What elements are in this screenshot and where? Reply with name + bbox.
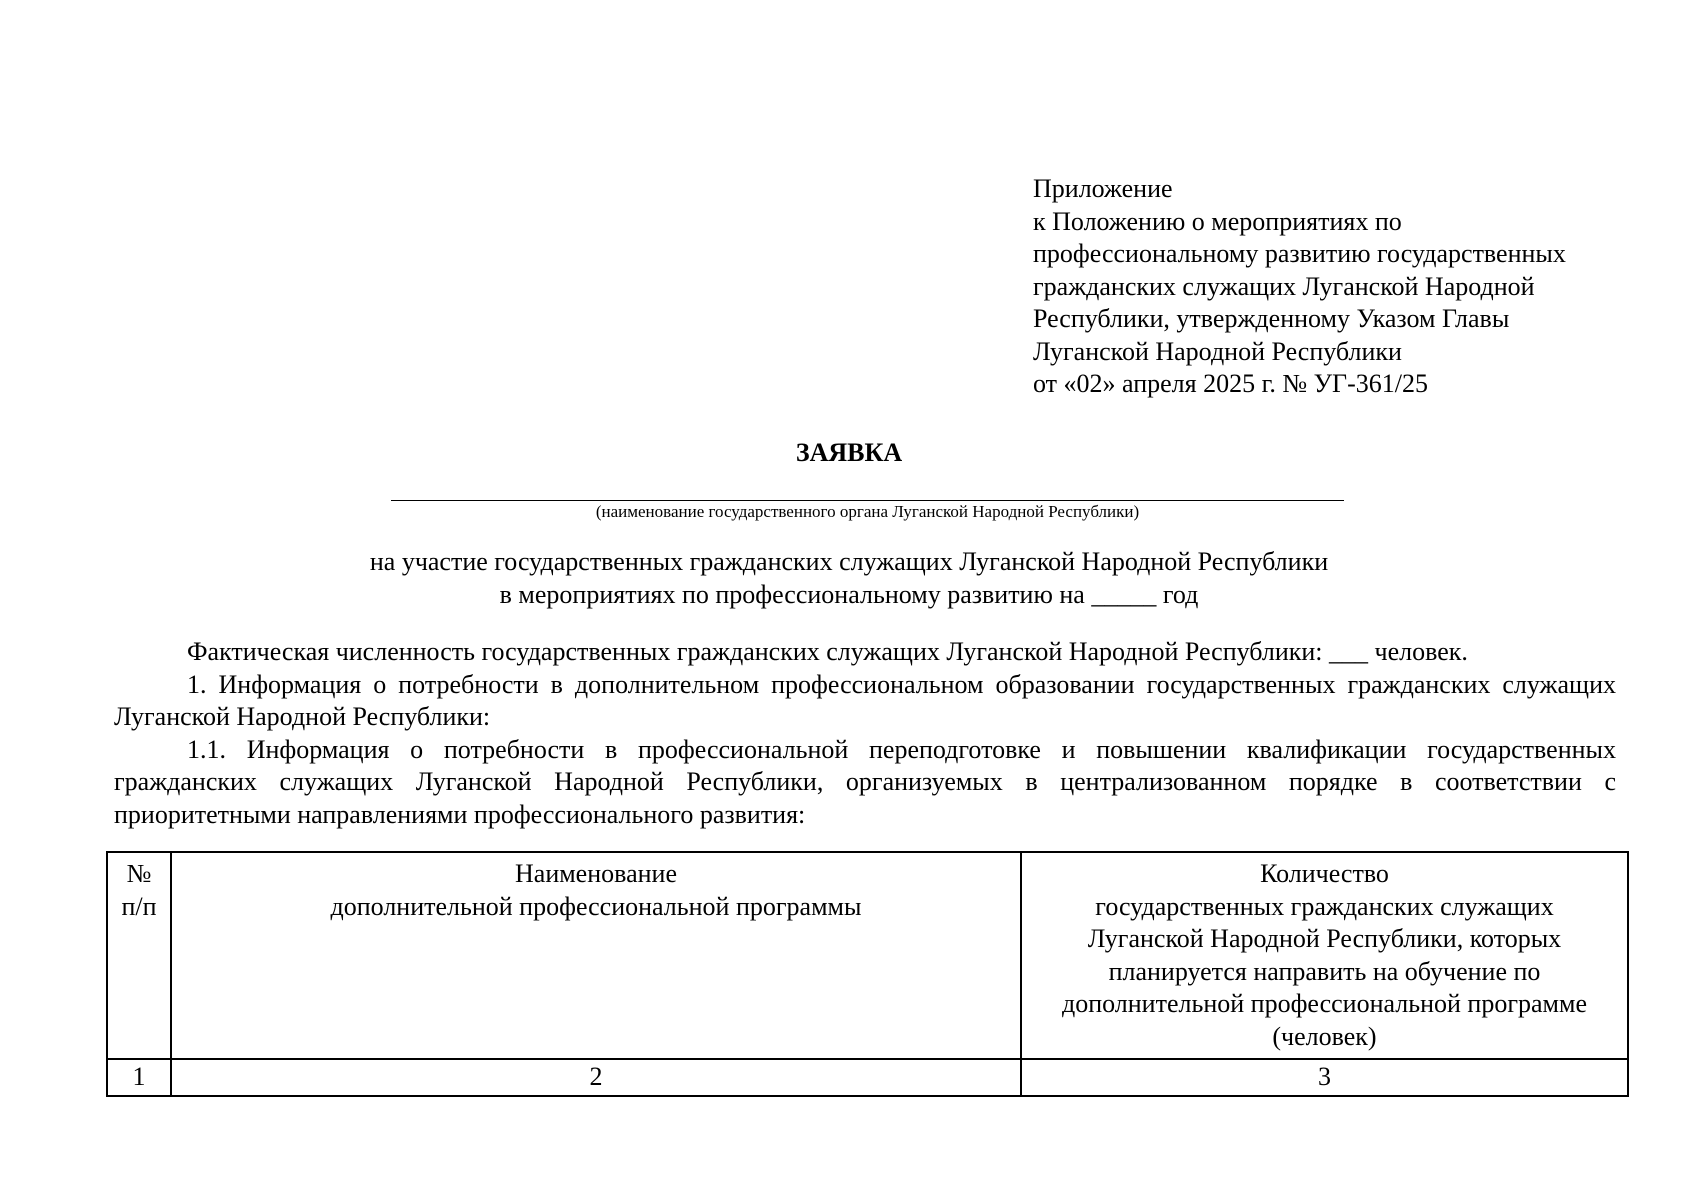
table-header-row [107, 852, 1628, 1059]
header-cell-employee-count [1021, 852, 1628, 1059]
header-cell-number [107, 852, 171, 1059]
document-title: ЗАЯВКА [795, 438, 903, 467]
header-cell-program-name [171, 852, 1021, 1059]
header-text: № [126, 859, 152, 888]
appendix-line: от «02» апреля 2025 г. № УГ-361/25 [1033, 369, 1428, 398]
appendix-line: гражданских служащих Луганской Народной [1033, 271, 1535, 301]
appendix-line: к Положению о мероприятиях по [1033, 206, 1402, 236]
subtitle-line: на участие государственных гражданских служащих Луганской Народной Республики [369, 547, 1329, 576]
column-number-cell: 2 [171, 1059, 1021, 1096]
subtitle-line: в мероприятиях по профессиональному развитию на _____ год [499, 579, 1199, 609]
appendix-line: профессиональному развитию государственных [1033, 239, 1566, 268]
programs-table [106, 851, 1629, 1097]
header-text: Луганской Народной Республики, которых [1087, 924, 1562, 953]
header-text: Наименование [515, 859, 677, 888]
header-text: п/п [121, 891, 157, 921]
appendix-line: Приложение [1033, 174, 1173, 203]
table-column-numbers-row [107, 1059, 1628, 1096]
header-text: Количество [1260, 859, 1389, 888]
paragraph-section-1-1: 1.1. Информация о потребности в профессиональной переподготовке и повышении квалификации государственных гражданских служащих Луганской Народной Республики, организуемых в централизованном порядке в соответствии с приоритетными направлениями профессионального развития: [114, 734, 1616, 829]
document-subtitle [0, 546, 1698, 611]
header-text: дополнительной профессиональной программе [1061, 989, 1587, 1018]
header-text: планируется направить на обучение по [1108, 956, 1541, 986]
header-text: (человек) [1272, 1021, 1377, 1051]
organization-name-caption: (наименование государственного органа Луганской Народной Республики) [595, 502, 1140, 521]
column-number-cell: 1 [107, 1059, 171, 1096]
appendix-line: Луганской Народной Республики [1033, 336, 1402, 366]
paragraph-staff-count: Фактическая численность государственных гражданских служащих Луганской Народной Республики: ___ человек. [187, 637, 1468, 666]
appendix-line: Республики, утвержденному Указом Главы [1033, 304, 1510, 333]
header-text: государственных гражданских служащих [1095, 891, 1554, 921]
body-text [114, 636, 1616, 831]
header-text: дополнительной профессиональной программы [330, 891, 862, 921]
paragraph-section-1: 1. Информация о потребности в дополнительном профессиональном образовании государственных гражданских служащих Луганской Народной Республики: [114, 669, 1616, 731]
column-number-cell: 3 [1021, 1059, 1628, 1096]
appendix-block [1033, 173, 1653, 401]
